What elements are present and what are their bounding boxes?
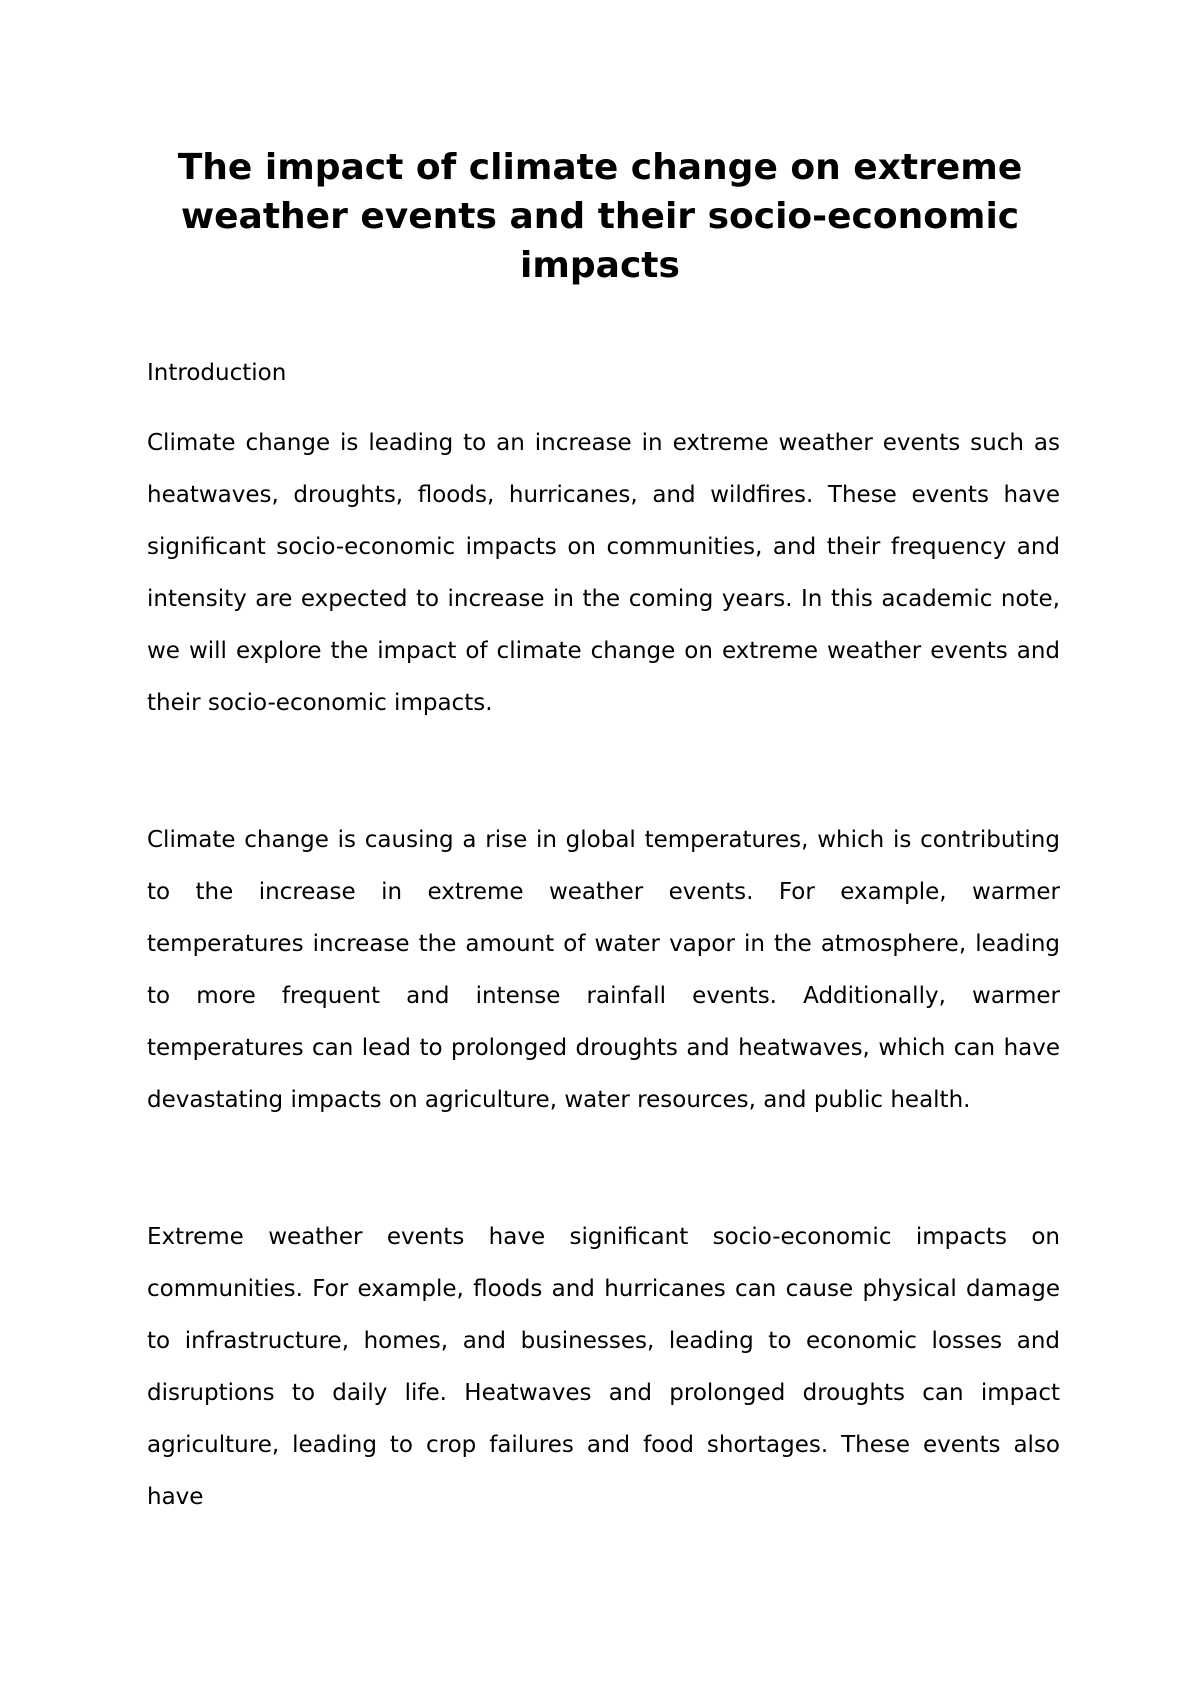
- paragraph-3: Extreme weather events have significant socio-economic impacts on communities. For example, floods and hurricanes can cause physical damage to infrastructure, homes, and businesses, leading to economic losses and disruptions to daily life. Heatwaves and prolonged droughts can impact agriculture, leading to crop failures and food shortages. These events also have: [147, 1224, 1060, 1510]
- document-title: The impact of climate change on extreme weather events and their socio-economic impacts: [177, 147, 1023, 286]
- paragraph-2: Climate change is causing a rise in global temperatures, which is contributing to the increase in extreme weather events. For example, warmer temperatures increase the amount of water vapor in the atmosphere, leading to more frequent and intense rainfall events. Additionally, warmer temperatures can lead to prolonged droughts and heatwaves, which can have devastating impacts on agriculture, water resources, and public health.: [147, 827, 1060, 1113]
- section-heading-introduction: Introduction: [147, 360, 287, 386]
- paragraph-1: Climate change is leading to an increase in extreme weather events such as heatwaves, droughts, floods, hurricanes, and wildfires. These events have significant socio-economic impacts on communities, and their frequency and intensity are expected to increase in the coming years. In this academic note, we will explore the impact of climate change on extreme weather events and their socio-economic impacts.: [147, 430, 1060, 716]
